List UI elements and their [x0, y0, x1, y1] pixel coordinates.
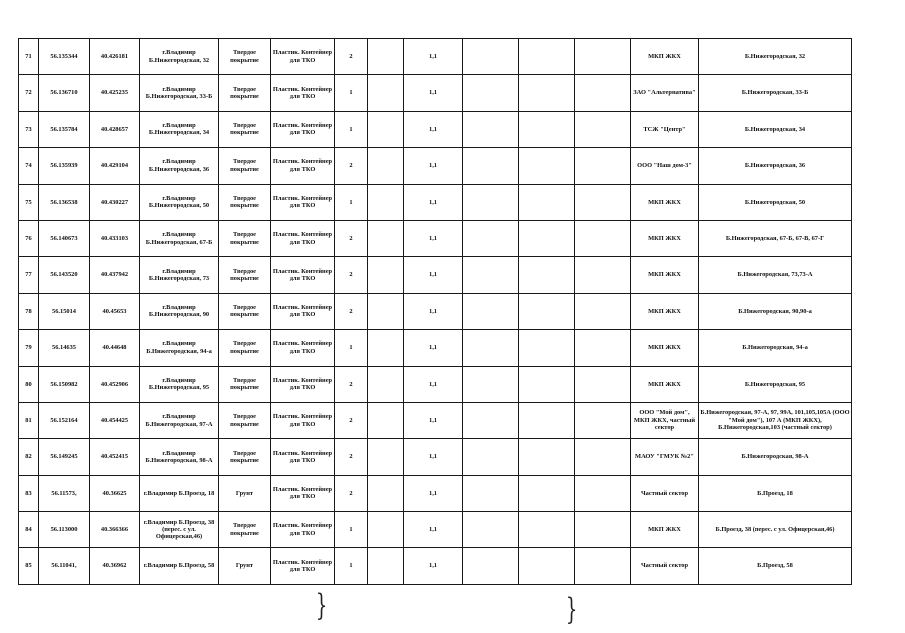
- cell-address: г.Владимир Б.Проезд, 38 (перес. с ул. Офицерская,46): [140, 512, 219, 548]
- cell-empty-col-4: [575, 257, 631, 293]
- cell-empty-col-2: [463, 293, 519, 329]
- cell-surface-type: Твердое покрытие: [219, 293, 271, 329]
- table-row: [19, 293, 852, 329]
- cell-responsible-org: МКП ЖКХ: [631, 293, 699, 329]
- table-row: [19, 475, 852, 511]
- cell-address: г.Владимир Б.Нижегородская, 94-а: [140, 330, 219, 366]
- cell-container-count: 1: [335, 184, 368, 220]
- cell-empty-col-3: [519, 402, 575, 438]
- cell-container-volume: 1,1: [404, 111, 463, 147]
- cell-address: г.Владимир Б.Нижегородская, 95: [140, 366, 219, 402]
- cell-responsible-org: МКП ЖКХ: [631, 257, 699, 293]
- cell-container-count: 2: [335, 439, 368, 475]
- cell-empty-col-3: [519, 257, 575, 293]
- cell-longitude: 40.433103: [90, 220, 140, 256]
- cell-empty-col-4: [575, 293, 631, 329]
- cell-empty-col-4: [575, 39, 631, 75]
- cell-served-objects: Б.Нижегородская, 32: [699, 39, 852, 75]
- cell-served-objects: Б.Нижегородская, 95: [699, 366, 852, 402]
- cell-empty-col-4: [575, 512, 631, 548]
- cell-row-number: 81: [19, 402, 39, 438]
- cell-empty-col-4: [575, 184, 631, 220]
- cell-served-objects: Б.Нижегородская, 97-А, 97, 99А, 101,105,105А (ООО "Мой дом"), 107 А (МКП ЖКХ), Б.Нижегородская,103 (частный сектор): [699, 402, 852, 438]
- cell-empty-col-4: [575, 366, 631, 402]
- cell-served-objects: Б.Нижегородская, 36: [699, 148, 852, 184]
- cell-container-volume: 1,1: [404, 75, 463, 111]
- table-row: [19, 330, 852, 366]
- cell-address: г.Владимир Б.Нижегородская, 34: [140, 111, 219, 147]
- cell-container-count: 2: [335, 220, 368, 256]
- cell-responsible-org: Частный сектор: [631, 548, 699, 584]
- cell-longitude: 40.428657: [90, 111, 140, 147]
- cell-container-count: 2: [335, 366, 368, 402]
- cell-row-number: 84: [19, 512, 39, 548]
- cell-empty-col-1: [368, 366, 404, 402]
- cell-container-type: Пластик. Контейнер для ТКО: [271, 111, 335, 147]
- cell-latitude: 56.135939: [39, 148, 90, 184]
- cell-empty-col-3: [519, 475, 575, 511]
- cell-longitude: 40.452415: [90, 439, 140, 475]
- cell-surface-type: Твердое покрытие: [219, 439, 271, 475]
- cell-latitude: 56.113000: [39, 512, 90, 548]
- cell-surface-type: Твердое покрытие: [219, 330, 271, 366]
- cell-served-objects: Б.Проезд, 18: [699, 475, 852, 511]
- cell-empty-col-3: [519, 366, 575, 402]
- cell-empty-col-1: [368, 548, 404, 584]
- cell-row-number: 80: [19, 366, 39, 402]
- cell-surface-type: Твердое покрытие: [219, 148, 271, 184]
- cell-served-objects: Б.Нижегородская, 94-а: [699, 330, 852, 366]
- cell-empty-col-4: [575, 548, 631, 584]
- cell-responsible-org: МКП ЖКХ: [631, 220, 699, 256]
- cell-empty-col-2: [463, 548, 519, 584]
- cell-row-number: 71: [19, 39, 39, 75]
- bracket-mark: }: [565, 592, 578, 627]
- cell-container-count: 2: [335, 257, 368, 293]
- cell-container-type: Пластик. Контейнер для ТКО: [271, 402, 335, 438]
- cell-latitude: 56.136710: [39, 75, 90, 111]
- cell-container-type: Пластик. Контейнер для ТКО: [271, 548, 335, 584]
- cell-container-type: Пластик. Контейнер для ТКО: [271, 512, 335, 548]
- cell-container-volume: 1,1: [404, 220, 463, 256]
- cell-surface-type: Твердое покрытие: [219, 220, 271, 256]
- cell-latitude: 56.135784: [39, 111, 90, 147]
- cell-container-type: Пластик. Контейнер для ТКО: [271, 39, 335, 75]
- cell-longitude: 40.429104: [90, 148, 140, 184]
- cell-container-type: Пластик. Контейнер для ТКО: [271, 184, 335, 220]
- cell-empty-col-3: [519, 148, 575, 184]
- cell-container-volume: 1,1: [404, 402, 463, 438]
- cell-container-type: Пластик. Контейнер для ТКО: [271, 257, 335, 293]
- cell-surface-type: Твердое покрытие: [219, 184, 271, 220]
- cell-surface-type: Твердое покрытие: [219, 111, 271, 147]
- cell-empty-col-2: [463, 475, 519, 511]
- cell-served-objects: Б.Нижегородская, 98-А: [699, 439, 852, 475]
- cell-container-volume: 1,1: [404, 184, 463, 220]
- cell-container-count: 2: [335, 402, 368, 438]
- cell-longitude: 40.36962: [90, 548, 140, 584]
- cell-latitude: 56.152164: [39, 402, 90, 438]
- cell-address: г.Владимир Б.Нижегородская, 33-Б: [140, 75, 219, 111]
- cell-latitude: 56.11041,: [39, 548, 90, 584]
- cell-address: г.Владимир Б.Нижегородская, 90: [140, 293, 219, 329]
- cell-surface-type: Грунт: [219, 475, 271, 511]
- cell-latitude: 56.143520: [39, 257, 90, 293]
- cell-empty-col-4: [575, 75, 631, 111]
- cell-longitude: 40.44648: [90, 330, 140, 366]
- cell-empty-col-3: [519, 184, 575, 220]
- cell-row-number: 79: [19, 330, 39, 366]
- cell-address: г.Владимир Б.Нижегородская, 67-Б: [140, 220, 219, 256]
- cell-longitude: 40.36625: [90, 475, 140, 511]
- cell-address: г.Владимир Б.Нижегородская, 36: [140, 148, 219, 184]
- cell-empty-col-3: [519, 75, 575, 111]
- cell-container-type: Пластик. Контейнер для ТКО: [271, 148, 335, 184]
- registry-table: [18, 38, 852, 585]
- cell-container-volume: 1,1: [404, 293, 463, 329]
- cell-empty-col-1: [368, 512, 404, 548]
- cell-surface-type: Твердое покрытие: [219, 257, 271, 293]
- cell-surface-type: Твердое покрытие: [219, 402, 271, 438]
- cell-empty-col-2: [463, 184, 519, 220]
- cell-longitude: 40.437942: [90, 257, 140, 293]
- cell-container-volume: 1,1: [404, 439, 463, 475]
- cell-responsible-org: МКП ЖКХ: [631, 330, 699, 366]
- cell-served-objects: Б.Проезд, 58: [699, 548, 852, 584]
- cell-empty-col-4: [575, 330, 631, 366]
- cell-responsible-org: МКП ЖКХ: [631, 512, 699, 548]
- cell-row-number: 74: [19, 148, 39, 184]
- cell-empty-col-1: [368, 184, 404, 220]
- cell-longitude: 40.366366: [90, 512, 140, 548]
- cell-container-type: Пластик. Контейнер для ТКО: [271, 293, 335, 329]
- cell-empty-col-3: [519, 548, 575, 584]
- cell-container-volume: 1,1: [404, 257, 463, 293]
- cell-empty-col-3: [519, 220, 575, 256]
- bracket-mark: }: [315, 588, 328, 623]
- table-row: [19, 366, 852, 402]
- cell-address: г.Владимир Б.Проезд, 58: [140, 548, 219, 584]
- cell-served-objects: Б.Нижегородская, 34: [699, 111, 852, 147]
- cell-empty-col-2: [463, 148, 519, 184]
- cell-row-number: 72: [19, 75, 39, 111]
- cell-container-count: 2: [335, 293, 368, 329]
- cell-container-count: 1: [335, 330, 368, 366]
- cell-container-count: 1: [335, 548, 368, 584]
- cell-address: г.Владимир Б.Нижегородская, 32: [140, 39, 219, 75]
- cell-responsible-org: ЗАО "Альтернатива": [631, 75, 699, 111]
- cell-empty-col-1: [368, 220, 404, 256]
- cell-responsible-org: Частный сектор: [631, 475, 699, 511]
- cell-row-number: 83: [19, 475, 39, 511]
- cell-surface-type: Грунт: [219, 548, 271, 584]
- cell-surface-type: Твердое покрытие: [219, 366, 271, 402]
- cell-empty-col-1: [368, 111, 404, 147]
- cell-row-number: 76: [19, 220, 39, 256]
- cell-empty-col-1: [368, 75, 404, 111]
- cell-latitude: 56.150982: [39, 366, 90, 402]
- cell-container-volume: 1,1: [404, 148, 463, 184]
- cell-longitude: 40.430227: [90, 184, 140, 220]
- cell-empty-col-1: [368, 39, 404, 75]
- cell-container-volume: 1,1: [404, 475, 463, 511]
- table-row: [19, 439, 852, 475]
- cell-empty-col-2: [463, 220, 519, 256]
- cell-empty-col-1: [368, 402, 404, 438]
- table-row: [19, 512, 852, 548]
- cell-container-type: Пластик. Контейнер для ТКО: [271, 220, 335, 256]
- cell-container-type: Пластик. Контейнер для ТКО: [271, 75, 335, 111]
- cell-empty-col-1: [368, 439, 404, 475]
- cell-container-count: 2: [335, 475, 368, 511]
- table-row: [19, 548, 852, 584]
- cell-responsible-org: МКП ЖКХ: [631, 39, 699, 75]
- cell-row-number: 73: [19, 111, 39, 147]
- cell-address: г.Владимир Б.Проезд, 18: [140, 475, 219, 511]
- cell-address: г.Владимир Б.Нижегородская, 98-А: [140, 439, 219, 475]
- cell-empty-col-4: [575, 402, 631, 438]
- cell-empty-col-1: [368, 293, 404, 329]
- cell-container-volume: 1,1: [404, 39, 463, 75]
- cell-container-count: 2: [335, 39, 368, 75]
- table-row: [19, 257, 852, 293]
- cell-empty-col-4: [575, 148, 631, 184]
- cell-container-count: 1: [335, 111, 368, 147]
- cell-responsible-org: МКП ЖКХ: [631, 184, 699, 220]
- cell-latitude: 56.140673: [39, 220, 90, 256]
- cell-longitude: 40.454425: [90, 402, 140, 438]
- cell-empty-col-2: [463, 366, 519, 402]
- cell-empty-col-4: [575, 439, 631, 475]
- cell-empty-col-4: [575, 220, 631, 256]
- cell-empty-col-3: [519, 330, 575, 366]
- cell-latitude: 56.149245: [39, 439, 90, 475]
- table-row: [19, 148, 852, 184]
- cell-longitude: 40.425235: [90, 75, 140, 111]
- cell-empty-col-2: [463, 257, 519, 293]
- cell-empty-col-3: [519, 293, 575, 329]
- cell-row-number: 78: [19, 293, 39, 329]
- cell-row-number: 75: [19, 184, 39, 220]
- cell-served-objects: Б.Нижегородская, 67-Б, 67-В, 67-Г: [699, 220, 852, 256]
- cell-empty-col-2: [463, 439, 519, 475]
- cell-empty-col-2: [463, 111, 519, 147]
- cell-container-type: Пластик. Контейнер для ТКО: [271, 366, 335, 402]
- cell-empty-col-2: [463, 402, 519, 438]
- table-row: [19, 39, 852, 75]
- cell-container-volume: 1,1: [404, 366, 463, 402]
- cell-row-number: 82: [19, 439, 39, 475]
- cell-responsible-org: МАОУ "ГМУК №2": [631, 439, 699, 475]
- table-body: [19, 39, 852, 585]
- cell-longitude: 40.452906: [90, 366, 140, 402]
- cell-container-count: 2: [335, 148, 368, 184]
- cell-latitude: 56.14635: [39, 330, 90, 366]
- cell-empty-col-2: [463, 75, 519, 111]
- cell-address: г.Владимир Б.Нижегородская, 97-А: [140, 402, 219, 438]
- cell-container-count: 1: [335, 75, 368, 111]
- cell-empty-col-2: [463, 330, 519, 366]
- table-row: [19, 184, 852, 220]
- cell-served-objects: Б.Нижегородская, 50: [699, 184, 852, 220]
- cell-surface-type: Твердое покрытие: [219, 75, 271, 111]
- cell-surface-type: Твердое покрытие: [219, 512, 271, 548]
- table-row: [19, 111, 852, 147]
- cell-empty-col-1: [368, 330, 404, 366]
- cell-empty-col-3: [519, 111, 575, 147]
- cell-empty-col-1: [368, 257, 404, 293]
- cell-longitude: 40.426181: [90, 39, 140, 75]
- cell-container-volume: 1,1: [404, 330, 463, 366]
- cell-latitude: 56.135344: [39, 39, 90, 75]
- cell-empty-col-4: [575, 111, 631, 147]
- cell-latitude: 56.15014: [39, 293, 90, 329]
- cell-empty-col-3: [519, 39, 575, 75]
- cell-container-volume: 1,1: [404, 512, 463, 548]
- cell-empty-col-1: [368, 148, 404, 184]
- cell-surface-type: Твердое покрытие: [219, 39, 271, 75]
- cell-served-objects: Б.Проезд, 38 (перес. с ул. Офицерская,46): [699, 512, 852, 548]
- cell-address: г.Владимир Б.Нижегородская, 73: [140, 257, 219, 293]
- cell-responsible-org: МКП ЖКХ: [631, 366, 699, 402]
- cell-container-type: Пластик. Контейнер для ТКО: [271, 475, 335, 511]
- cell-empty-col-1: [368, 475, 404, 511]
- cell-responsible-org: ООО "Мой дом", МКП ЖКХ, частный сектор: [631, 402, 699, 438]
- cell-container-type: Пластик. Контейнер для ТКО: [271, 330, 335, 366]
- cell-container-volume: 1,1: [404, 548, 463, 584]
- cell-empty-col-4: [575, 475, 631, 511]
- cell-served-objects: Б.Нижегородская, 90,90-а: [699, 293, 852, 329]
- cell-served-objects: Б.Нижегородская, 33-Б: [699, 75, 852, 111]
- cell-row-number: 77: [19, 257, 39, 293]
- cell-longitude: 40.45653: [90, 293, 140, 329]
- cell-latitude: 56.11573,: [39, 475, 90, 511]
- cell-latitude: 56.136538: [39, 184, 90, 220]
- cell-empty-col-3: [519, 439, 575, 475]
- cell-container-count: 1: [335, 512, 368, 548]
- table-row: [19, 402, 852, 438]
- cell-empty-col-2: [463, 512, 519, 548]
- cell-responsible-org: ООО "Наш дом-3": [631, 148, 699, 184]
- cell-responsible-org: ТСЖ "Центр": [631, 111, 699, 147]
- table-row: [19, 220, 852, 256]
- cell-container-type: Пластик. Контейнер для ТКО: [271, 439, 335, 475]
- cell-row-number: 85: [19, 548, 39, 584]
- cell-address: г.Владимир Б.Нижегородская, 50: [140, 184, 219, 220]
- cell-served-objects: Б.Нижегородская, 73,73-А: [699, 257, 852, 293]
- cell-empty-col-2: [463, 39, 519, 75]
- cell-empty-col-3: [519, 512, 575, 548]
- table-row: [19, 75, 852, 111]
